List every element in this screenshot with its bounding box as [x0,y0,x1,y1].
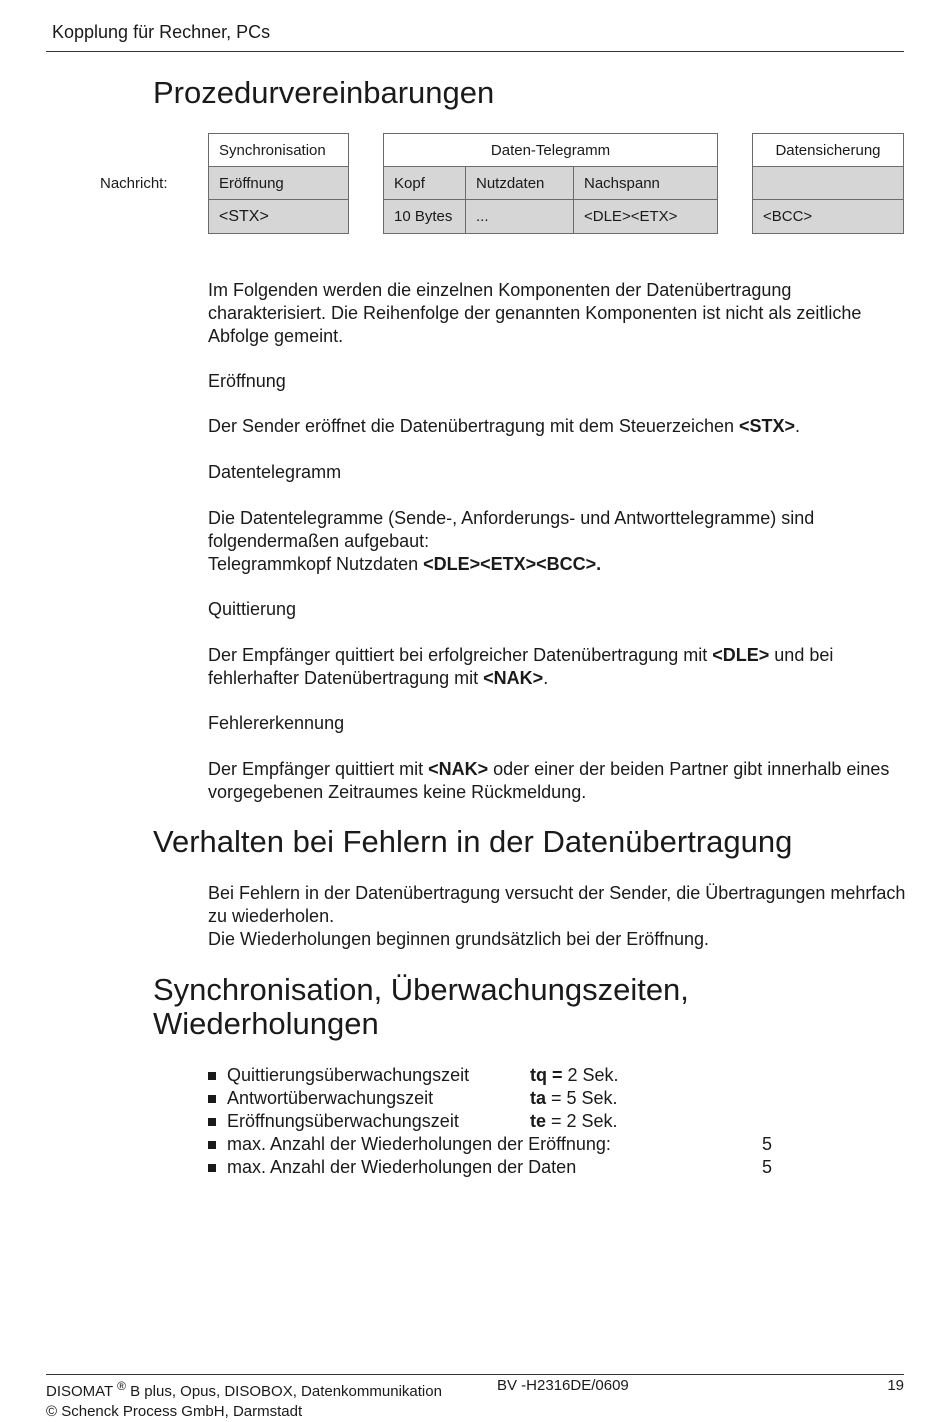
telegram-col3-row1: Nachspann [574,167,717,200]
section-heading-sync [153,973,689,1041]
section-heading-sync-line1: Synchronisation, Überwachungszeiten, [153,972,689,1007]
footer-divider [46,1374,904,1375]
section-heading-procedure: Prozedurvereinbarungen [153,75,495,110]
sync-header: Synchronisation [209,134,348,167]
opening-text: Der Sender eröffnet die Datenübertragung mit dem Steuerzeichen [208,416,739,436]
telegram-line2-code: <DLE><ETX><BCC>. [423,554,602,574]
list-item-val: = 2 Sek. [546,1111,618,1131]
ack-end: . [543,668,549,688]
list-item-number: 5 [762,1134,773,1154]
opening-code: <STX> [738,416,796,436]
sync-row1: Eröffnung [209,167,348,200]
bullet-icon [208,1164,216,1172]
divider [209,166,348,167]
bullet-icon [208,1118,216,1126]
telegram-col2-row2: ... [466,200,574,233]
footer-page-number: 19 [887,1377,904,1394]
list-item-value [530,1087,618,1110]
telegram-col2-row1: Nutzdaten [466,167,574,200]
intro-text: Im Folgenden werden die einzelnen Komponenten der Datenübertragung charakterisiert. Die Reihenfolge der genannten Komponenten ist nicht als zeitliche Abfolge gemeint. [208,280,862,346]
errors-line2: Die Wiederholungen beginnen grundsätzlich bei der Eröffnung. [208,929,710,949]
divider [753,199,903,200]
sync-box [208,133,349,234]
list-item-number: 5 [762,1157,773,1177]
list-item-value [530,1110,618,1133]
ack-title: Quittierung [208,599,297,619]
telegram-header: Daten-Telegramm [384,134,717,167]
list-item-val: = 5 Sek. [546,1088,618,1108]
bullet-icon [208,1095,216,1103]
opening-end: . [795,416,801,436]
header-divider [46,51,904,52]
bullet-icon [208,1072,216,1080]
divider [465,167,466,233]
list-item-value [530,1064,619,1087]
error-text: Der Empfänger quittiert mit [208,759,429,779]
security-row1 [753,167,903,200]
security-header: Datensicherung [753,134,903,167]
list-item-label: Antwortüberwachungszeit [227,1088,434,1108]
section-heading-errors: Verhalten bei Fehlern in der Datenübertragung [153,824,793,859]
opening-paragraph [208,415,908,438]
error-paragraph [208,758,908,804]
sync-row2: <STX> [209,200,348,233]
error-title: Fehlererkennung [208,713,345,733]
telegram-line2-text: Telegrammkopf Nutzdaten [208,554,424,574]
telegram-col1-row1: Kopf [384,167,466,200]
list-item-var: tq = [530,1065,563,1085]
security-row2: <BCC> [753,200,903,233]
footer-product [46,1376,442,1402]
security-box [752,133,904,234]
telegram-paragraph [208,507,908,576]
error-text-end: oder einer der beiden Partner gibt innerhalb eines vorgegebenen Zeitraumes keine Rückmeldung. [208,759,890,802]
ack-paragraph [208,644,908,690]
registered-mark: ® [117,1379,126,1393]
ack-code-nak: <NAK> [483,668,544,688]
list-item-var: te [530,1111,547,1131]
footer-product-rest: B plus, Opus, DISOBOX, Datenkommunikation [125,1383,442,1400]
ack-text: Der Empfänger quittiert bei erfolgreicher Datenübertragung mit [208,645,713,665]
footer-copyright: © Schenck Process GmbH, Darmstadt [46,1403,303,1420]
footer-product-name: DISOMAT [46,1383,118,1400]
divider [384,166,717,167]
bullet-icon [208,1141,216,1149]
footer-doc-id: BV -H2316DE/0609 [497,1377,629,1394]
footer-left [46,1376,442,1422]
telegram-col1-row2: 10 Bytes [384,200,466,233]
errors-paragraph [208,882,908,951]
error-code: <NAK> [428,759,489,779]
section-heading-sync-line2: Wiederholungen [153,1006,379,1041]
telegram-box [383,133,718,234]
errors-line1: Bei Fehlern in der Datenübertragung versucht der Sender, die Übertragungen mehrfach zu wiederholen. [208,883,906,926]
list-item-var: ta [530,1088,547,1108]
ack-code-dle: <DLE> [712,645,770,665]
list-item-label: max. Anzahl der Wiederholungen der Eröffnung: [227,1134,611,1154]
telegram-line2 [208,553,908,576]
list-item-val: 2 Sek. [562,1065,619,1085]
list-item-label: max. Anzahl der Wiederholungen der Daten [227,1157,577,1177]
list-item-label: Quittierungsüberwachungszeit [227,1065,470,1085]
telegram-line1: Die Datentelegramme (Sende-, Anforderungs- und Antworttelegramme) sind folgendermaßen aufgebaut: [208,508,815,551]
divider [573,167,574,233]
intro-paragraph [208,279,908,348]
protocol-row-label: Nachricht: [100,175,168,192]
opening-title: Eröffnung [208,371,286,391]
divider [753,166,903,167]
divider [209,199,348,200]
telegram-col3-row2: <DLE><ETX> [574,200,717,233]
list-item-label: Eröffnungsüberwachungszeit [227,1111,459,1131]
telegram-title: Datentelegramm [208,462,342,482]
page-header-title: Kopplung für Rechner, PCs [52,22,271,42]
ack-text-mid: und bei fehlerhafter Datenübertragung mit [208,645,834,688]
divider [384,199,717,200]
